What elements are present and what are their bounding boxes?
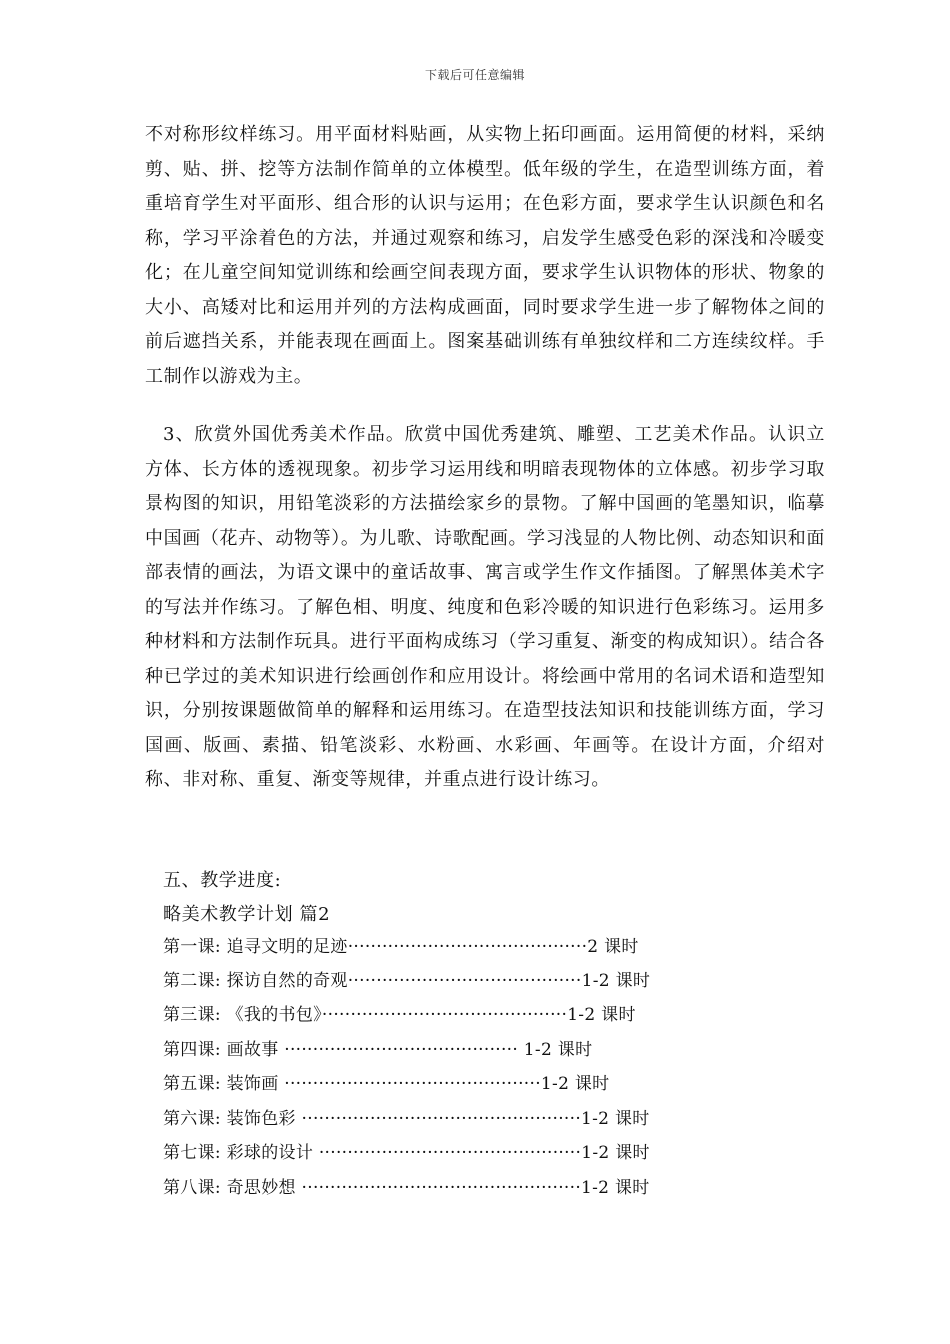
lesson-row: 第一课: 追寻文明的足迹··········································2 课时 [163, 937, 639, 957]
lesson-row: 第五课: 装饰画 ·············································1-2 课时 [163, 1074, 610, 1094]
lesson-row: 第四课: 画故事 ········································· 1-2 课时 [163, 1040, 593, 1060]
plan-title: 略美术教学计划 篇2 [163, 904, 331, 925]
paragraph-continuation: 不对称形纹样练习。用平面材料贴画，从实物上拓印画面。运用简便的材料，采纳剪、贴、拼、挖等方法制作简单的立体模型。低年级的学生，在造型训练方面，着重培育学生对平面形、组合形的认识与运用；在色彩方面，要求学生认识颜色和名称，学习平涂着色的方法，并通过观察和练习，启发学生感受色彩的深浅和冷暖变化；在儿童空间知觉训练和绘画空间表现方面，要求学生认识物体的形状、物象的大小、高矮对比和运用并列的方法构成画面，同时要求学生进一步了解物体之间的前后遮挡关系，并能表现在画面上。图案基础训练有单独纹样和二方连续纹样。手工制作以游戏为主。 [145, 124, 825, 387]
lesson-row: 第七课: 彩球的设计 ··············································1-2 课时 [163, 1143, 650, 1163]
lesson-row: 第八课: 奇思妙想 ·················································1-2 课时 [163, 1178, 650, 1198]
lesson-row: 第六课: 装饰色彩 ·················································1-2 课时 [163, 1109, 650, 1129]
page-header: 下载后可任意编辑 [424, 68, 525, 82]
section-heading: 五、教学进度: [163, 870, 282, 891]
lesson-row: 第三课: 《我的书包》···········································1-2 课时 [163, 1005, 636, 1025]
paragraph-3: 3、欣赏外国优秀美术作品。欣赏中国优秀建筑、雕塑、工艺美术作品。认识立方体、长方体的透视现象。初步学习运用线和明暗表现物体的立体感。初步学习取景构图的知识，用铅笔淡彩的方法描绘家乡的景物。了解中国画的笔墨知识，临摹中国画（花卉、动物等）。为儿歌、诗歌配画。学习浅显的人物比例、动态知识和面部表情的画法，为语文课中的童话故事、寓言或学生作文作插图。了解黑体美术字的写法并作练习。了解色相、明度、纯度和色彩冷暖的知识进行色彩练习。运用多种材料和方法制作玩具。进行平面构成练习（学习重复、渐变的构成知识）。结合各种已学过的美术知识进行绘画创作和应用设计。将绘画中常用的名词术语和造型知识，分别按课题做简单的解释和运用练习。在造型技法知识和技能训练方面，学习国画、版画、素描、铅笔淡彩、水粉画、水彩画、年画等。在设计方面，介绍对称、非对称、重复、渐变等规律，并重点进行设计练习。 [145, 424, 825, 790]
lesson-row: 第二课: 探访自然的奇观·········································1-2 课时 [163, 971, 651, 991]
